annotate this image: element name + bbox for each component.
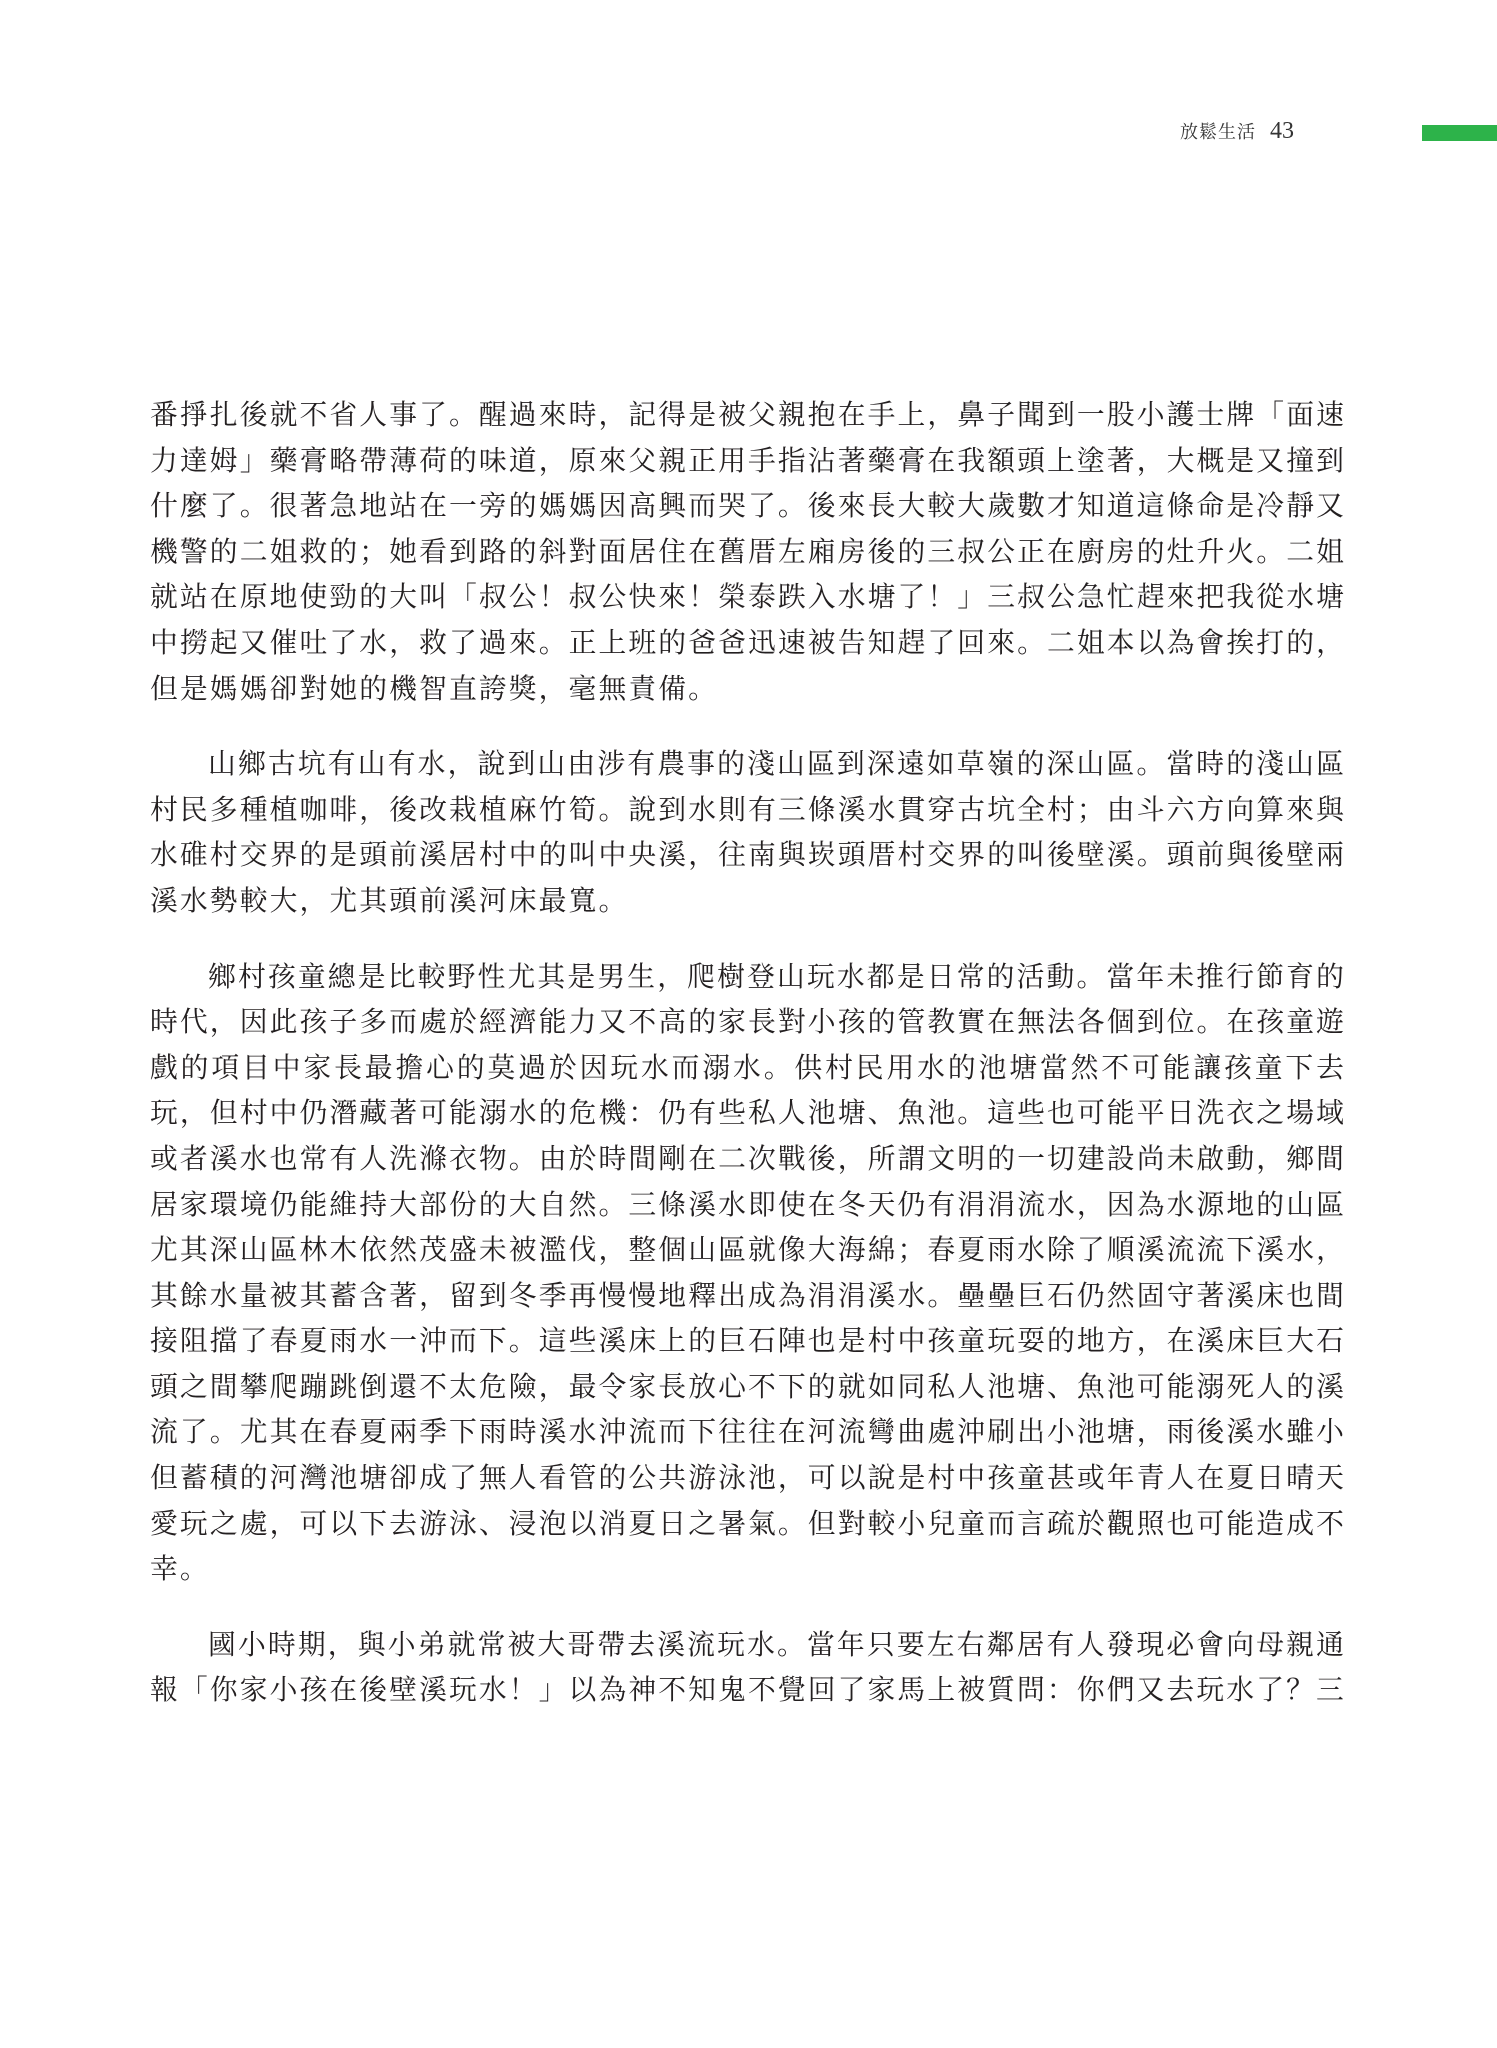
paragraph: 鄉村孩童總是比較野性尤其是男生，爬樹登山玩水都是日常的活動。當年未推行節育的時代，因此孩子多而處於經濟能力又不高的家長對小孩的管教實在無法各個到位。在孩童遊戲的項目中家長最擔心的莫過於因玩水而溺水。供村民用水的池塘當然不可能讓孩童下去玩，但村中仍潛藏著可能溺水的危機：仍有些私人池塘、魚池。這些也可能平日洗衣之場域或者溪水也常有人洗滌衣物。由於時間剛在二次戰後，所謂文明的一切建設尚未啟動，鄉間居家環境仍能維持大部份的大自然。三條溪水即使在冬天仍有涓涓流水，因為水源地的山區尤其深山區林木依然茂盛未被濫伐，整個山區就像大海綿；春夏雨水除了順溪流流下溪水，其餘水量被其蓄含著，留到冬季再慢慢地釋出成為涓涓溪水。壘壘巨石仍然固守著溪床也間接阻擋了春夏雨水一沖而下。這些溪床上的巨石陣也是村中孩童玩耍的地方，在溪床巨大石頭之間攀爬蹦跳倒還不太危險，最令家長放心不下的就如同私人池塘、魚池可能溺死人的溪流了。尤其在春夏兩季下雨時溪水沖流而下往往在河流彎曲處沖刷出小池塘，雨後溪水雖小但蓄積的河灣池塘卻成了無人看管的公共游泳池，可以說是村中孩童甚或年青人在夏日晴天愛玩之處，可以下去游泳、浸泡以消夏日之暑氣。但對較小兒童而言疏於觀照也可能造成不幸。	[150, 959, 1346, 1586]
paragraph: 山鄉古坑有山有水，說到山由涉有農事的淺山區到深遠如草嶺的深山區。當時的淺山區村民多種植咖啡，後改栽植麻竹筍。說到水則有三條溪水貫穿古坑全村；由斗六方向算來與水碓村交界的是頭前溪居村中的叫中央溪，往南與崁頭厝村交界的叫後壁溪。頭前與後壁兩溪水勢較大，尤其頭前溪河床最寬。	[150, 747, 1346, 917]
paragraph: 國小時期，與小弟就常被大哥帶去溪流玩水。當年只要左右鄰居有人發現必會向母親通報「你家小孩在後壁溪玩水！」以為神不知鬼不覺回了家馬上被質問：你們又去玩水了？三	[150, 1627, 1346, 1707]
section-title: 放鬆生活	[1180, 122, 1256, 143]
page-number: 43	[1270, 118, 1294, 144]
paragraph: 番掙扎後就不省人事了。醒過來時，記得是被父親抱在手上，鼻子聞到一股小護士牌「面速力達姆」藥膏略帶薄荷的味道，原來父親正用手指沾著藥膏在我額頭上塗著，大概是又撞到什麼了。很著急地站在一旁的媽媽因高興而哭了。後來長大較大歲數才知道這條命是冷靜又機警的二姐救的；她看到路的斜對面居住在舊厝左廂房後的三叔公正在廚房的灶升火。二姐就站在原地使勁的大叫「叔公！叔公快來！榮泰跌入水塘了！」三叔公急忙趕來把我從水塘中撈起又催吐了水，救了過來。正上班的爸爸迅速被告知趕了回來。二姐本以為會挨打的，但是媽媽卻對她的機智直誇獎，毫無責備。	[150, 398, 1346, 705]
body-text	[150, 392, 1346, 1743]
running-header	[1180, 118, 1350, 154]
chapter-accent-bar	[1422, 125, 1497, 141]
